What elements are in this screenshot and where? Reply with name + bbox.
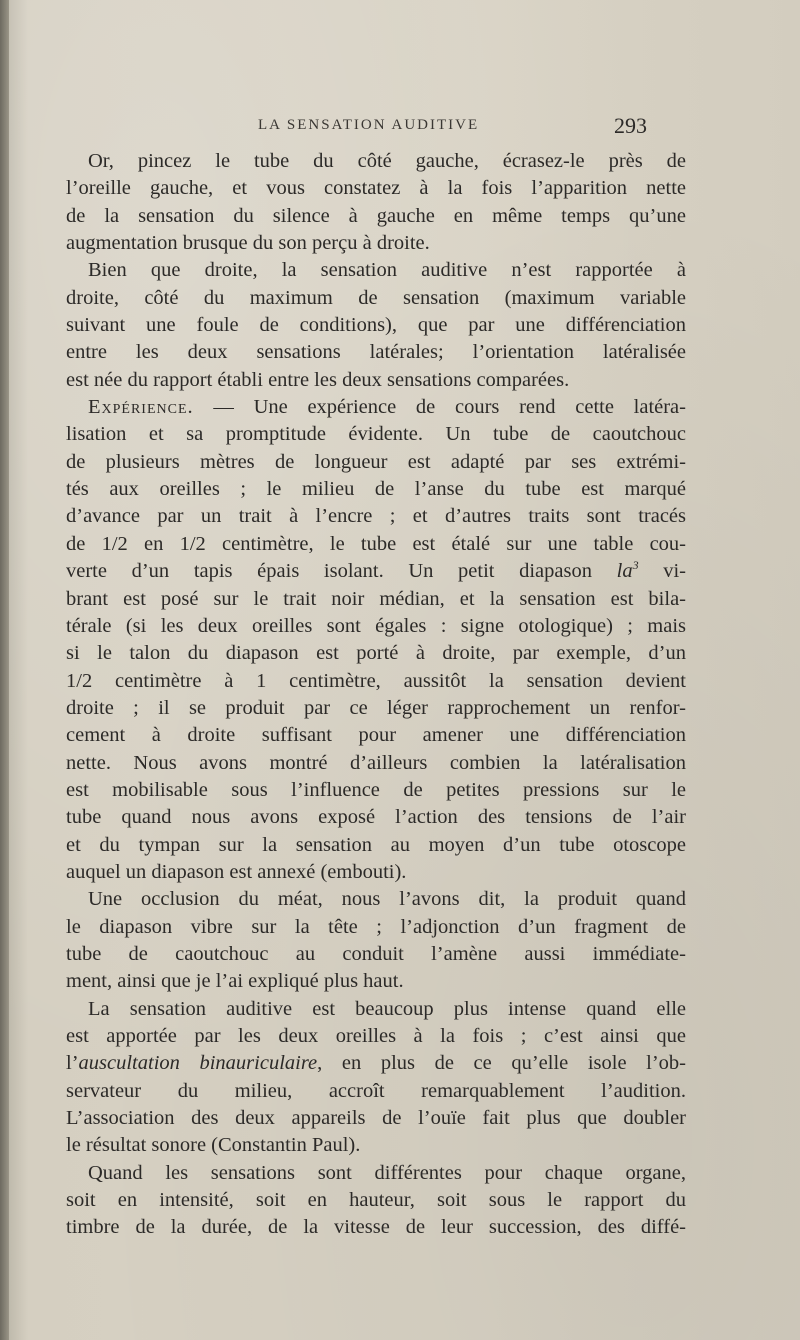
text-line: le diapason vibre sur la tête ; l’adjonction d’un fragment de <box>66 915 686 938</box>
text-line: l’oreille gauche, et vous constatez à la fois l’apparition nette <box>66 177 686 200</box>
text-line: entre les deux sensations latérales; l’orientation latéralisée <box>66 341 686 364</box>
term-italic: auscultation binauriculaire <box>78 1052 318 1075</box>
text-line: La sensation auditive est beaucoup plus intense quand elle <box>88 997 686 1020</box>
text-line: brant est posé sur le trait noir médian, et la sensation est bila- <box>66 587 686 610</box>
text-line: de plusieurs mètres de longueur est adapté par ses extrémi- <box>66 450 686 473</box>
text-line: térale (si les deux oreilles sont égales : signe otologique) ; mais <box>66 614 686 637</box>
text-line: augmentation brusque du son perçu à droite. <box>66 232 430 255</box>
text-line: 1/2 centimètre à 1 centimètre, aussitôt la sensation devient <box>66 669 686 692</box>
text-line: Expérience. — Une expérience de cours rend cette latéra- <box>88 396 686 419</box>
page-binding-edge <box>0 0 9 1340</box>
text-line: le résultat sonore (Constantin Paul). <box>66 1134 361 1157</box>
text-line: tube quand nous avons exposé l’action des tensions de l’air <box>66 806 686 829</box>
note-italic: $la^3$ <box>616 558 639 583</box>
text-line: est apportée par les deux oreilles à la fois ; c’est ainsi que <box>66 1025 686 1047</box>
text-line: timbre de la durée, de la vitesse de leur succession, des diffé- <box>66 1216 686 1239</box>
running-title: LA SENSATION AUDITIVE <box>258 117 480 133</box>
text-line: Bien que droite, la sensation auditive n’est rapportée à <box>88 259 686 282</box>
text-line: et du tympan sur la sensation au moyen d’un tube otoscope <box>66 833 686 856</box>
text-line: de 1/2 en 1/2 centimètre, le tube est étalé sur une table cou- <box>66 532 686 555</box>
text-line: droite ; il se produit par ce léger rapprochement un renfor- <box>66 696 686 719</box>
text-line: de la sensation du silence à gauche en même temps qu’une <box>66 204 686 227</box>
text-line: L’association des deux appareils de l’ouïe fait plus que doubler <box>66 1107 686 1130</box>
text-line: tube de caoutchouc au conduit l’amène aussi immédiate- <box>66 942 686 965</box>
running-head <box>0 113 800 143</box>
text-line: lisation et sa promptitude évidente. Un tube de caoutchouc <box>66 423 686 446</box>
text-line: Quand les sensations sont différentes pour chaque organe, <box>88 1161 686 1184</box>
text-line: est mobilisable sous l’influence de petites pressions sur le <box>66 778 686 801</box>
section-heading-smallcaps: Expérience. <box>88 396 194 419</box>
text-line: ment, ainsi que je l’ai expliqué plus haut. <box>66 970 404 993</box>
text-line: cement à droite suffisant pour amener une différenciation <box>66 724 686 747</box>
text-line: verte d’un tapis épais isolant. Un petit diapason $la^3$ vi- <box>66 558 686 583</box>
text-line: servateur du milieu, accroît remarquablement l’audition. <box>66 1079 686 1102</box>
text-line: d’avance par un trait à l’encre ; et d’autres traits sont tracés <box>66 505 686 528</box>
text-line: tés aux oreilles ; le milieu de l’anse du tube est marqué <box>66 478 686 501</box>
page-number: 293 <box>614 113 647 138</box>
text-line: auquel un diapason est annexé (embouti). <box>66 860 407 883</box>
text-line: suivant une foule de conditions), que par une différenciation <box>66 314 686 337</box>
text-line: est née du rapport établi entre les deux sensations comparées. <box>66 368 570 391</box>
text-line: nette. Nous avons montré d’ailleurs combien la latéralisation <box>66 751 686 774</box>
text-line: si le talon du diapason est porté à droite, par exemple, d’un <box>66 642 686 665</box>
text-line: soit en intensité, soit en hauteur, soit sous le rapport du <box>66 1189 686 1212</box>
text-line: Or, pincez le tube du côté gauche, écrasez-le près de <box>88 150 686 172</box>
text-line: droite, côté du maximum de sensation (maximum variable <box>66 286 686 309</box>
text-line: Une occlusion du méat, nous l’avons dit, la produit quand <box>88 888 686 911</box>
body-text <box>66 148 686 1242</box>
text-line: l’auscultation binauriculaire, en plus de ce qu’elle isole l’ob- <box>66 1052 686 1075</box>
